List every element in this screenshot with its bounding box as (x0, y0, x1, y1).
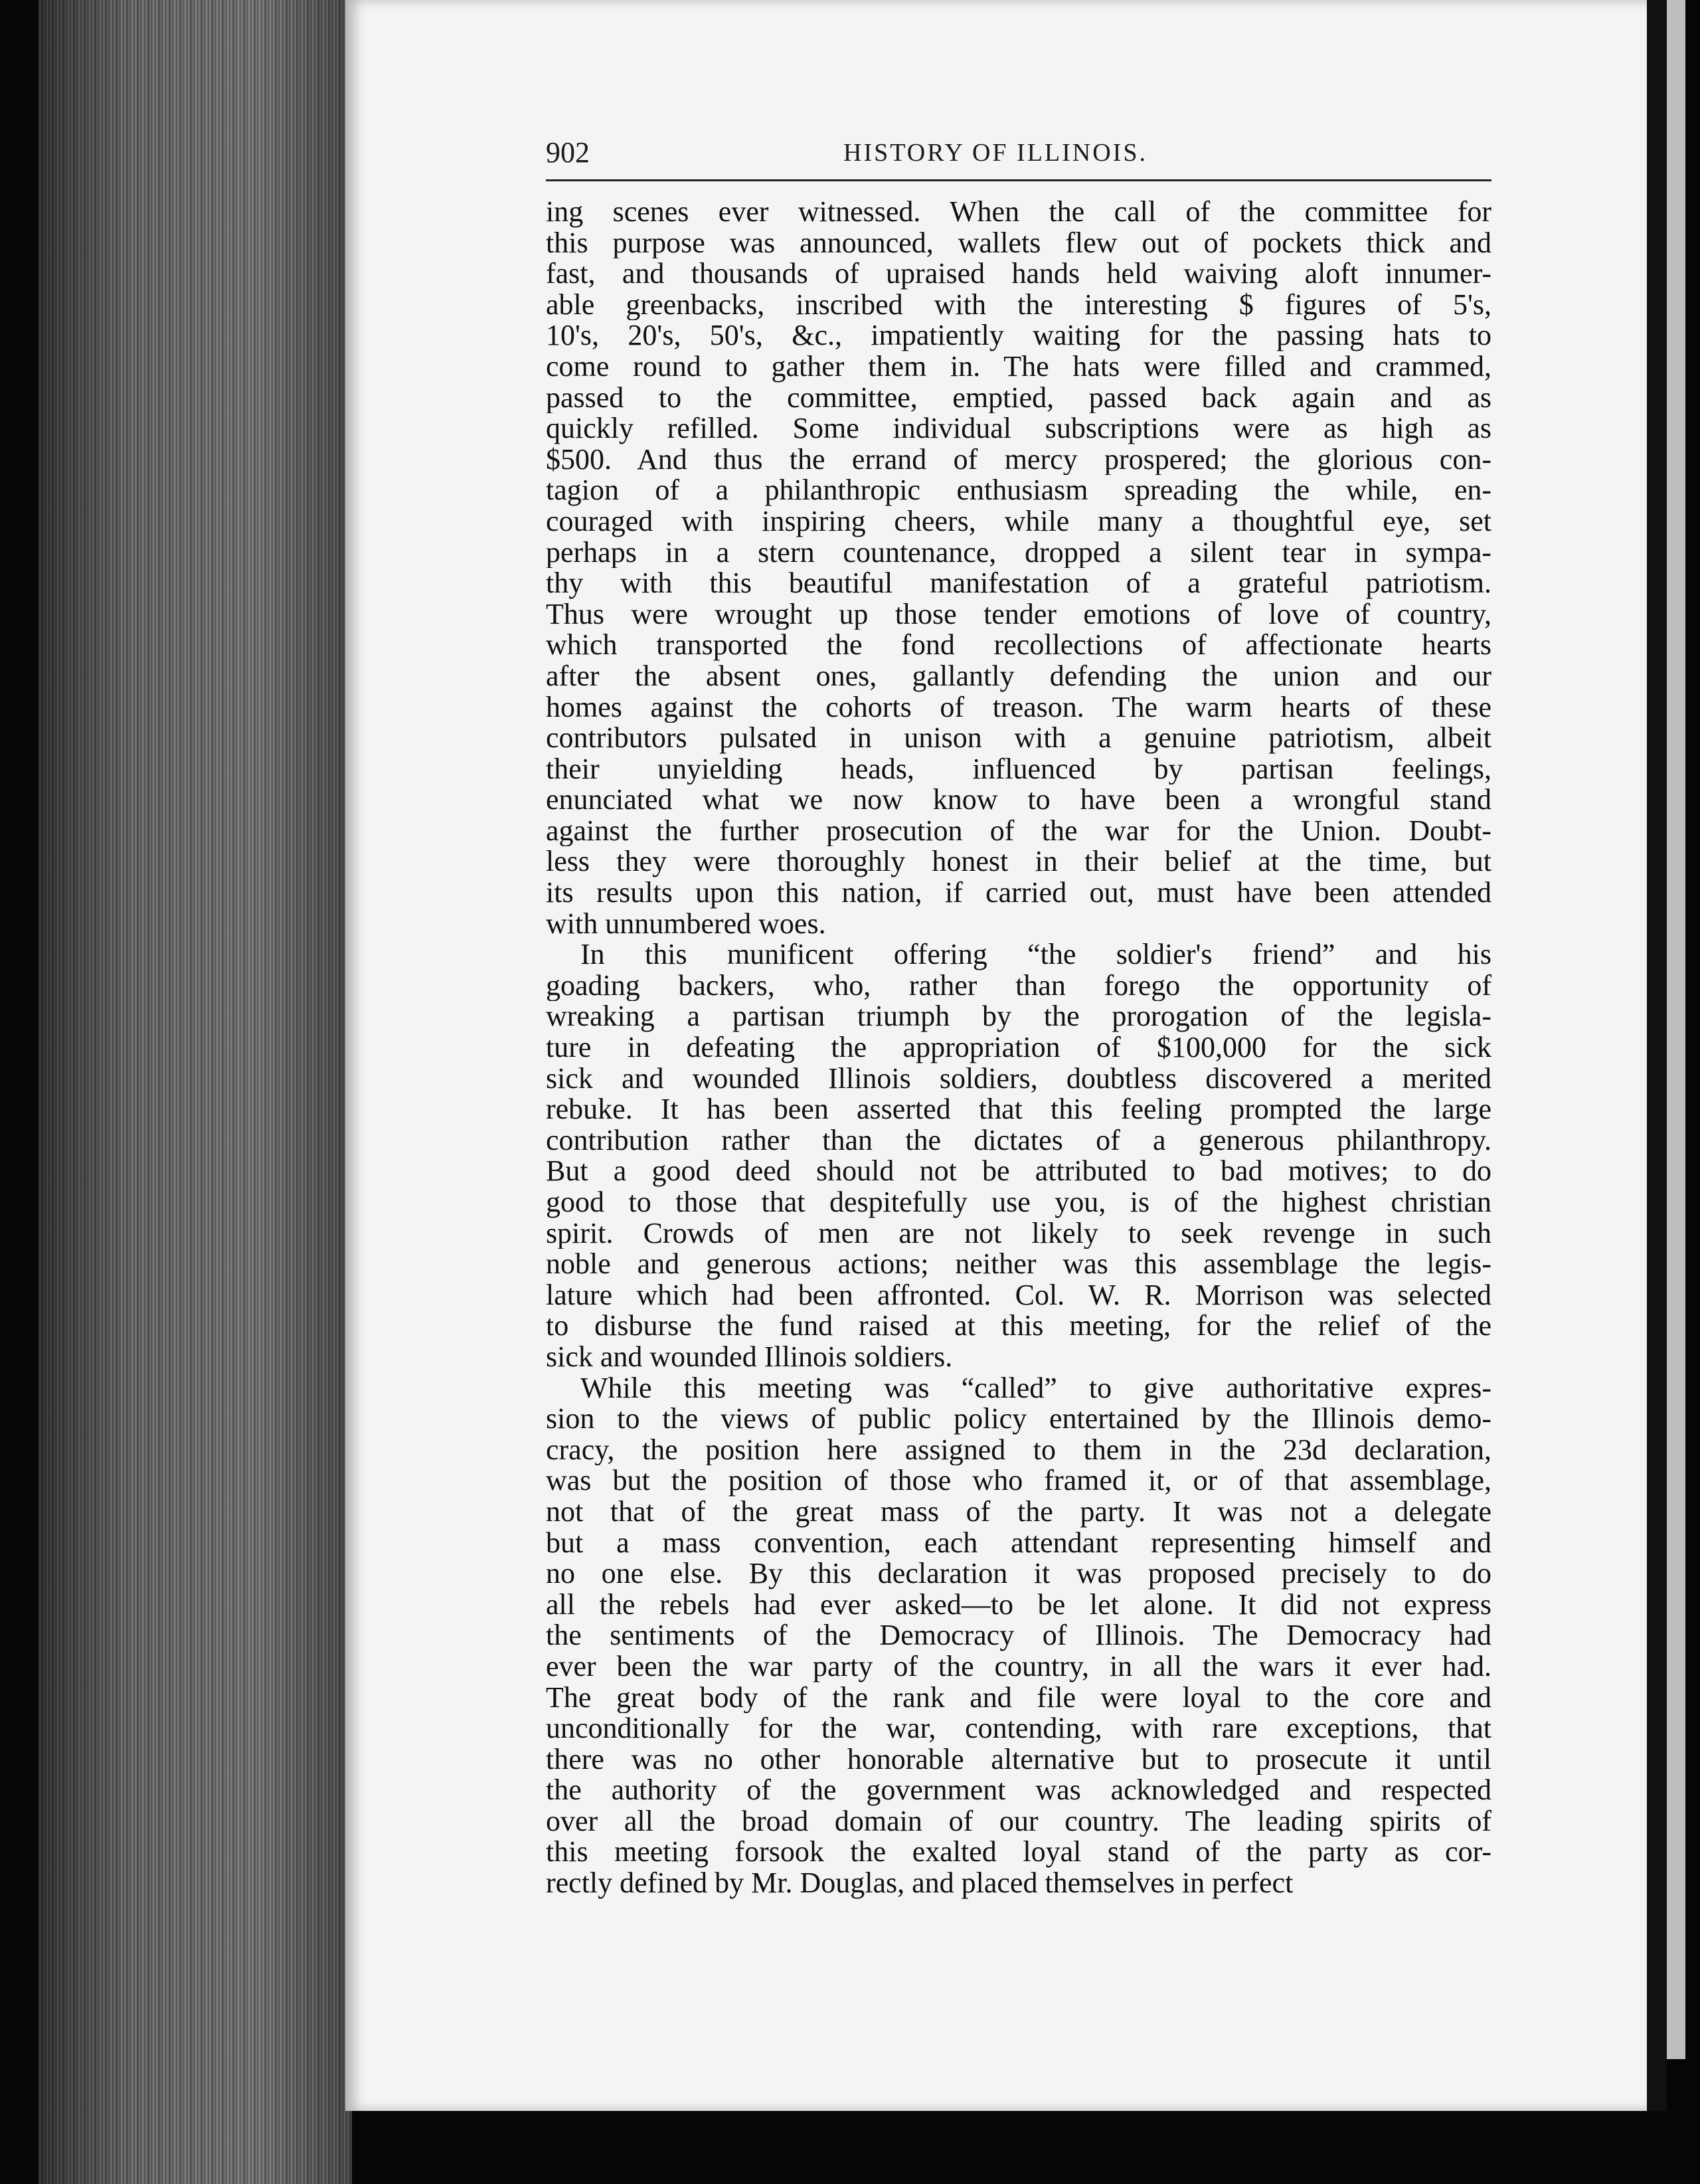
text-line: all the rebels had ever asked—to be let alone. It did not express (546, 1589, 1491, 1621)
text-line: enunciated what we now know to have been a wrongful stand (546, 784, 1491, 816)
text-line: against the further prosecution of the war for the Union. Doubt- (546, 815, 1491, 847)
text-line: passed to the committee, emptied, passed back again and as (546, 382, 1491, 414)
text-line: no one else. By this declaration it was proposed precisely to do (546, 1558, 1491, 1590)
text-line: homes against the cohorts of treason. The warm hearts of these (546, 691, 1491, 723)
text-line: thy with this beautiful manifestation of a grateful patriotism. (546, 568, 1491, 599)
running-title: HISTORY OF ILLINOIS. (843, 139, 1148, 167)
text-line: couraged with inspiring cheers, while many a thoughtful eye, set (546, 505, 1491, 537)
text-line: ing scenes ever witnessed. When the call of the committee for (546, 197, 1491, 228)
text-line: which transported the fond recollections of affectionate hearts (546, 630, 1491, 661)
text-line: rectly defined by Mr. Douglas, and placed themselves in perfect (546, 1868, 1294, 1899)
text-line: less they were thoroughly honest in their belief at the time, but (546, 846, 1491, 878)
text-line: lature which had been affronted. Col. W. R. Morrison was selected (546, 1279, 1491, 1311)
text-line: to disburse the fund raised at this meeting, for the relief of the (546, 1311, 1491, 1342)
body-text (546, 197, 1491, 1899)
text-line: able greenbacks, inscribed with the interesting $ figures of 5's, (546, 289, 1491, 321)
text-line: sion to the views of public policy entertained by the Illinois demo- (546, 1404, 1491, 1435)
text-line: unconditionally for the war, contending, with rare exceptions, that (546, 1713, 1491, 1744)
text-line: noble and generous actions; neither was this assemblage the legis- (546, 1249, 1491, 1280)
text-line: Thus were wrought up those tender emotions of love of country, (546, 598, 1491, 630)
text-line: over all the broad domain of our country. The leading spirits of (546, 1805, 1491, 1837)
text-line: $500. And thus the errand of mercy prospered; the glorious con- (546, 444, 1491, 476)
text-line: quickly refilled. Some individual subscriptions were as high as (546, 413, 1491, 444)
text-line: contributors pulsated in unison with a genuine patriotism, albeit (546, 723, 1491, 754)
text-line: not that of the great mass of the party. It was not a delegate (546, 1496, 1491, 1528)
book-page-edges (39, 0, 352, 2184)
text-line: the sentiments of the Democracy of Illinois. The Democracy had (546, 1620, 1491, 1651)
text-line: with unnumbered woes. (546, 908, 826, 940)
text-line: perhaps in a stern countenance, dropped a silent tear in sympa- (546, 537, 1491, 569)
text-line: cracy, the position here assigned to them in the 23d declaration, (546, 1434, 1491, 1466)
text-line: 10's, 20's, 50's, &c., impatiently waiting for the passing hats to (546, 320, 1491, 351)
text-line: wreaking a partisan triumph by the prorogation of the legisla- (546, 1001, 1491, 1033)
text-line: this purpose was announced, wallets flew out of pockets thick and (546, 227, 1491, 259)
text-line: but a mass convention, each attendant representing himself and (546, 1527, 1491, 1559)
text-line: this meeting forsook the exalted loyal stand of the party as cor- (546, 1837, 1491, 1868)
right-page-shadow (1647, 0, 1667, 2111)
text-line: But a good deed should not be attributed to bad motives; to do (546, 1156, 1491, 1187)
text-line: come round to gather them in. The hats were filled and crammed, (546, 351, 1491, 383)
text-line: good to those that despitefully use you, is of the highest christian (546, 1187, 1491, 1218)
text-line: ture in defeating the appropriation of $100,000 for the sick (546, 1032, 1491, 1063)
facing-page-strip (1667, 0, 1685, 2059)
text-line: ever been the war party of the country, in all the wars it ever had. (546, 1651, 1491, 1683)
text-line: fast, and thousands of upraised hands held waiving aloft innumer- (546, 258, 1491, 290)
page-number: 902 (546, 136, 590, 169)
text-line: The great body of the rank and file were loyal to the core and (546, 1682, 1491, 1714)
text-line: tagion of a philanthropic enthusiasm spreading the while, en- (546, 475, 1491, 506)
running-head (546, 130, 1491, 170)
text-line: sick and wounded Illinois soldiers, doubtless discovered a merited (546, 1063, 1491, 1095)
text-line: was but the position of those who framed it, or of that assemblage, (546, 1465, 1491, 1497)
text-line: rebuke. It has been asserted that this feeling prompted the large (546, 1094, 1491, 1125)
text-line: sick and wounded Illinois soldiers. (546, 1341, 953, 1373)
text-line: In this munificent offering “the soldier's friend” and his (580, 939, 1491, 970)
text-line: goading backers, who, rather than forego the opportunity of (546, 970, 1491, 1002)
text-line: its results upon this nation, if carried out, must have been attended (546, 877, 1491, 909)
text-line: While this meeting was “called” to give authoritative expres- (580, 1372, 1491, 1404)
text-line: spirit. Crowds of men are not likely to seek revenge in such (546, 1218, 1491, 1249)
text-line: contribution rather than the dictates of a generous philanthropy. (546, 1125, 1491, 1156)
text-line: there was no other honorable alternative but to prosecute it until (546, 1744, 1491, 1775)
header-rule (546, 179, 1491, 181)
text-line: their unyielding heads, influenced by partisan feelings, (546, 753, 1491, 785)
text-line: the authority of the government was acknowledged and respected (546, 1775, 1491, 1806)
text-line: after the absent ones, gallantly defending the union and our (546, 660, 1491, 692)
